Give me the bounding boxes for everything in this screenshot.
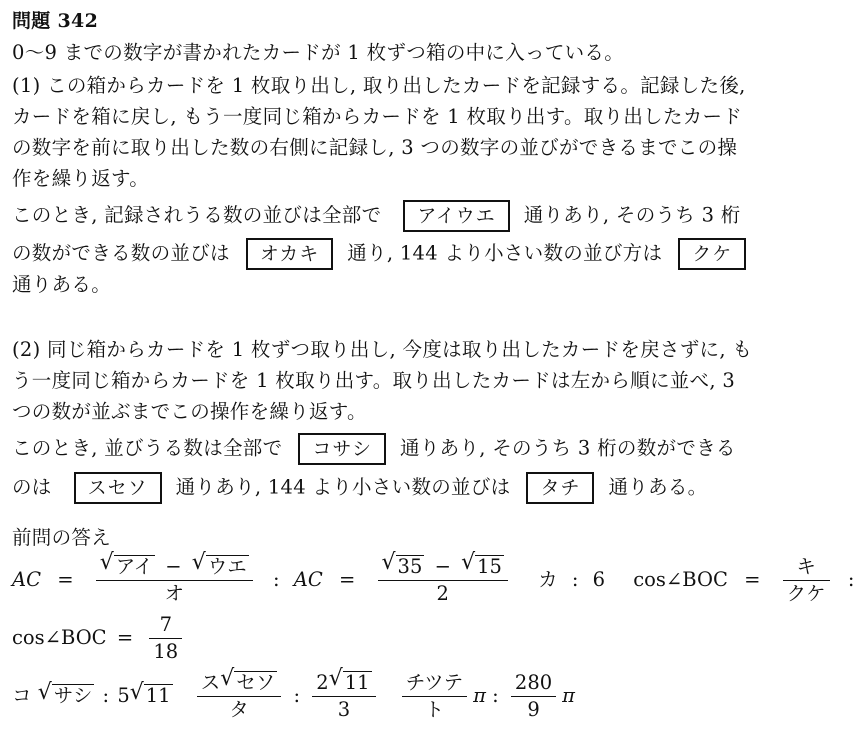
- answer-box-kosashi: コサシ: [298, 433, 386, 465]
- fraction-2-sqrt11: [312, 666, 375, 723]
- part2-q-b-mid: 通りあり, 144 より小さい数の並びは: [175, 475, 511, 499]
- colon: :: [102, 684, 110, 707]
- part2-q-a-post: 通りあり, そのうち 3 桁の数ができる: [400, 436, 736, 460]
- answers-heading: 前問の答え: [12, 526, 112, 549]
- sqrt-15: √ 15: [461, 550, 502, 578]
- cos-boc-1: cos∠BOC: [633, 568, 728, 591]
- problem-title: [12, 8, 98, 34]
- radical-icon: √: [191, 550, 206, 575]
- answer-box-aiue: アイウエ: [403, 200, 509, 232]
- part2-question-a: [12, 433, 736, 465]
- colon: :: [293, 684, 301, 707]
- fraction-numerator: キ: [783, 554, 830, 581]
- answers-row1: [12, 550, 854, 607]
- fraction-denominator: クケ: [786, 582, 826, 605]
- ac-label-2: AC: [293, 568, 323, 591]
- sqrt-ue: √ ウエ: [191, 550, 247, 578]
- fraction-denominator: タ: [229, 698, 249, 721]
- five-value: 5: [117, 684, 130, 707]
- pi-symbol: π: [562, 684, 575, 707]
- ka-label: カ: [538, 568, 558, 591]
- sqrt-sashi: √ サシ: [37, 680, 93, 707]
- part1-q-c-post: 通りある。: [12, 273, 112, 296]
- sqrt-seso: √ セソ: [220, 666, 276, 694]
- radical-icon: √: [220, 666, 235, 691]
- fraction-numerator: 280: [511, 670, 556, 697]
- part1-line3: の数字を前に取り出した数の右側に記録し, 3 つの数字の並びができるまでこの操: [12, 136, 738, 159]
- part1-question-a: [12, 200, 741, 232]
- fraction-numerator: 7: [149, 612, 182, 639]
- minus-sign: −: [434, 555, 451, 578]
- fraction-denominator: 3: [337, 698, 351, 721]
- part2-line3: つの数が並ぶまでこの操作を繰り返す。: [12, 400, 367, 423]
- fraction-denominator: 9: [527, 698, 540, 721]
- part2-q-c-post: 通りある。: [608, 475, 708, 499]
- equals-1: =: [57, 568, 74, 591]
- part1-q-b-pre: の数ができる数の並びは: [12, 241, 230, 265]
- problem-intro: 0〜9 までの数字が書かれたカードが 1 枚ずつ箱の中に入っている。: [12, 41, 625, 64]
- colon: :: [847, 568, 854, 591]
- six-value: 6: [592, 568, 606, 591]
- equals-4: =: [116, 626, 134, 649]
- part1-line4: 作を繰り返す。: [12, 167, 150, 190]
- ac-label-1: AC: [12, 568, 42, 591]
- radical-icon: √: [381, 550, 396, 575]
- minus-sign: −: [165, 555, 182, 578]
- part1-q-b-mid: 通り, 144 より小さい数の並び方は: [347, 241, 663, 265]
- problem-heading: 問題: [12, 10, 51, 32]
- colon: :: [492, 684, 499, 707]
- fraction-cos-katakana: [783, 554, 830, 607]
- fraction-numerator: [378, 550, 508, 581]
- sqrt-ai: √ アイ: [99, 550, 154, 578]
- part1-q-a-pre: このとき, 記録されうる数の並びは全部で: [12, 203, 382, 227]
- fraction-denominator: オ: [164, 582, 185, 605]
- fraction-denominator: ト: [424, 698, 445, 721]
- part2-question-b: [12, 472, 707, 504]
- part1-q-a-post: 通りあり, そのうち 3 桁: [523, 203, 741, 227]
- part2-line2: う一度同じ箱からカードを 1 枚取り出す。取り出したカードは左から順に並べ, 3: [12, 369, 736, 392]
- colon: :: [272, 568, 280, 591]
- fraction-su-seso: [197, 666, 282, 723]
- sqrt-11: √ 11: [129, 680, 171, 707]
- answer-box-suseso: スセソ: [74, 472, 162, 504]
- cos-boc-2: cos∠BOC: [12, 626, 107, 649]
- part2-q-a-pre: このとき, 並びうる数は全部で: [12, 436, 283, 460]
- answer-box-tachi: タチ: [526, 472, 594, 504]
- answers-row3: [12, 666, 575, 723]
- part1-question-b: [12, 238, 760, 270]
- fraction-cos-numeric: [149, 612, 182, 665]
- radical-icon: √: [328, 666, 343, 691]
- fraction-numerator: [96, 550, 253, 581]
- fraction-ac-numeric: [378, 550, 508, 607]
- fraction-denominator: 18: [153, 640, 179, 663]
- radical-icon: √: [37, 680, 52, 705]
- fraction-ac-katakana: [96, 550, 253, 607]
- colon: :: [571, 568, 579, 591]
- sqrt-35: √ 35: [381, 550, 423, 578]
- fraction-chitsute: [402, 670, 467, 723]
- answers-row2: [12, 612, 188, 665]
- answer-box-okaki: オカキ: [246, 238, 333, 270]
- fraction-numerator: [312, 666, 375, 697]
- sqrt-11b: √ 11: [328, 666, 370, 694]
- part2-line1: (2) 同じ箱からカードを 1 枚ずつ取り出し, 今度は取り出したカードを戻さずに, も: [12, 338, 753, 361]
- su-label: ス: [200, 671, 221, 694]
- fraction-numerator: チツテ: [402, 670, 467, 697]
- answer-box-kuke: クケ: [678, 238, 746, 270]
- part1-line1: (1) この箱からカードを 1 枚取り出し, 取り出したカードを記録する。記録した後,: [12, 74, 746, 97]
- part2-q-b-pre: のは: [12, 475, 52, 499]
- equals-2: =: [338, 568, 356, 591]
- fraction-denominator: 2: [436, 582, 449, 605]
- two-value: 2: [316, 671, 329, 694]
- pi-symbol: π: [473, 684, 486, 707]
- equals-3: =: [744, 568, 761, 591]
- fraction-280-9: [511, 670, 556, 723]
- part1-line2: カードを箱に戻し, もう一度同じ箱からカードを 1 枚取り出す。取り出したカード: [12, 105, 743, 128]
- ko-label: コ: [12, 684, 32, 707]
- radical-icon: √: [461, 550, 476, 575]
- problem-number: 342: [57, 10, 99, 32]
- radical-icon: √: [99, 550, 114, 575]
- fraction-numerator: [197, 666, 282, 697]
- radical-icon: √: [129, 680, 144, 705]
